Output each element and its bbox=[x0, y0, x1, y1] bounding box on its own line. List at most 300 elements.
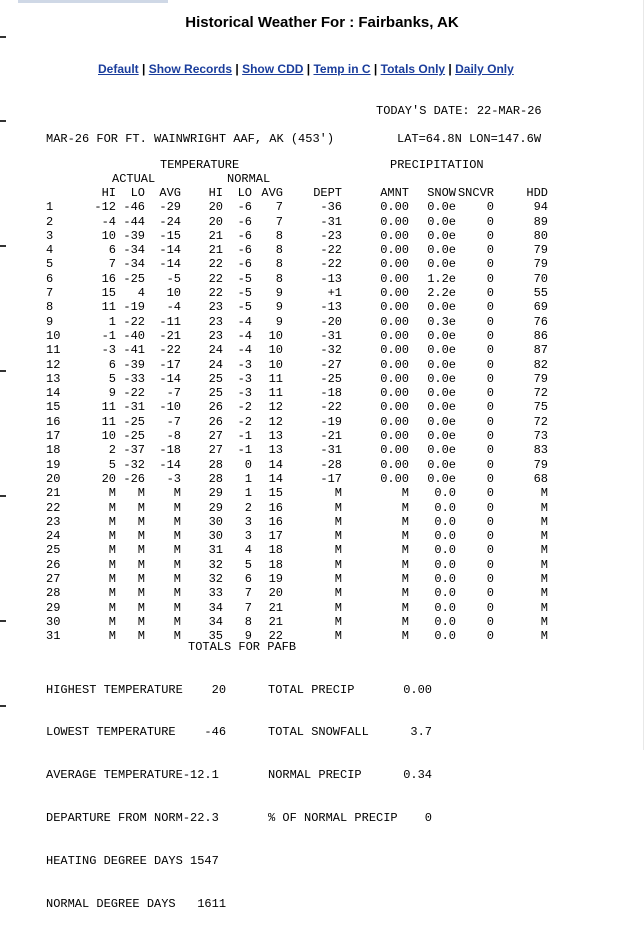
table-row bbox=[46, 200, 548, 214]
cell-precip-amount: M bbox=[401, 557, 409, 572]
cell-actual-hi: M bbox=[108, 614, 116, 629]
cell-normal-avg: 8 bbox=[275, 271, 283, 286]
cell-snow-cover: 0 bbox=[486, 557, 494, 572]
cell-actual-hi: 16 bbox=[101, 271, 116, 286]
cell-actual-avg: -14 bbox=[159, 257, 181, 272]
cell-precip-amount: 0.00 bbox=[380, 200, 409, 215]
cell-actual-lo: -44 bbox=[123, 214, 145, 229]
lat-lon: LAT=64.8N LON=147.6W bbox=[397, 132, 542, 146]
cell-snow: 0.0e bbox=[427, 471, 456, 486]
nav-link-show-records[interactable]: Show Records bbox=[148, 62, 233, 76]
cell-day: 30 bbox=[46, 614, 61, 629]
cell-hdd: 83 bbox=[533, 443, 548, 458]
normal-group-label: NORMAL bbox=[227, 172, 271, 186]
cell-normal-hi: 29 bbox=[208, 486, 223, 501]
cell-hdd: 79 bbox=[533, 457, 548, 472]
cell-snow: 0.0e bbox=[427, 429, 456, 444]
cell-actual-avg: M bbox=[173, 557, 181, 572]
cell-normal-lo: -5 bbox=[237, 271, 252, 286]
cell-day: 16 bbox=[46, 414, 61, 429]
normal-precip-value: 0.34 bbox=[403, 768, 432, 783]
cell-normal-avg: 13 bbox=[268, 429, 283, 444]
todays-date: TODAY'S DATE: 22-MAR-26 bbox=[376, 104, 542, 118]
cell-day: 8 bbox=[46, 300, 54, 315]
cell-day: 12 bbox=[46, 357, 61, 372]
column-header: AVG bbox=[159, 186, 181, 200]
cell-day: 18 bbox=[46, 443, 61, 458]
cell-snow-cover: 0 bbox=[486, 586, 494, 601]
nav-link-daily-only[interactable]: Daily Only bbox=[455, 62, 514, 76]
cell-actual-hi: M bbox=[108, 529, 116, 544]
column-header: LO bbox=[237, 186, 252, 200]
cell-hdd: 94 bbox=[533, 200, 548, 215]
cell-hdd: 73 bbox=[533, 429, 548, 444]
cell-normal-avg: 14 bbox=[268, 457, 283, 472]
cell-actual-lo: M bbox=[137, 486, 145, 501]
cell-departure: -22 bbox=[320, 243, 342, 258]
cell-normal-hi: 23 bbox=[208, 328, 223, 343]
cell-actual-lo: -40 bbox=[123, 328, 145, 343]
cell-precip-amount: 0.00 bbox=[380, 414, 409, 429]
cell-actual-lo: -34 bbox=[123, 257, 145, 272]
cell-snow-cover: 0 bbox=[486, 443, 494, 458]
table-row bbox=[46, 458, 548, 472]
margin-marker bbox=[0, 120, 6, 122]
cell-snow-cover: 0 bbox=[486, 471, 494, 486]
column-header: HDD bbox=[526, 186, 548, 200]
cell-actual-lo: -46 bbox=[123, 200, 145, 215]
cell-hdd: 69 bbox=[533, 300, 548, 315]
cell-snow-cover: 0 bbox=[486, 457, 494, 472]
margin-marker bbox=[0, 705, 6, 707]
cell-normal-hi: 23 bbox=[208, 300, 223, 315]
cell-hdd: 70 bbox=[533, 271, 548, 286]
cell-departure: -13 bbox=[320, 300, 342, 315]
cell-snow: 0.0 bbox=[434, 600, 456, 615]
cell-actual-lo: -25 bbox=[123, 271, 145, 286]
cell-normal-hi: 24 bbox=[208, 357, 223, 372]
cell-normal-hi: 20 bbox=[208, 200, 223, 215]
cell-day: 14 bbox=[46, 386, 61, 401]
table-row bbox=[46, 629, 548, 643]
page-title: Historical Weather For : Fairbanks, AK bbox=[185, 14, 459, 31]
cell-actual-hi: 5 bbox=[108, 457, 116, 472]
cell-normal-hi: 32 bbox=[208, 557, 223, 572]
table-row bbox=[46, 386, 548, 400]
cell-normal-hi: 29 bbox=[208, 500, 223, 515]
cell-actual-lo: M bbox=[137, 500, 145, 515]
cell-actual-lo: -22 bbox=[123, 314, 145, 329]
nav-link-totals-only[interactable]: Totals Only bbox=[380, 62, 446, 76]
cell-normal-avg: 12 bbox=[268, 400, 283, 415]
total-average-temperature: AVERAGE TEMPERATURE-12.1 bbox=[46, 768, 219, 783]
cell-normal-lo: 0 bbox=[244, 457, 252, 472]
cell-normal-hi: 35 bbox=[208, 629, 223, 644]
cell-normal-hi: 34 bbox=[208, 614, 223, 629]
cell-day: 17 bbox=[46, 429, 61, 444]
nav-link-show-cdd[interactable]: Show CDD bbox=[242, 62, 304, 76]
cell-departure: +1 bbox=[327, 286, 342, 301]
cell-departure: -31 bbox=[320, 214, 342, 229]
cell-normal-lo: 1 bbox=[244, 471, 252, 486]
cell-snow-cover: 0 bbox=[486, 514, 494, 529]
actual-group-label: ACTUAL bbox=[112, 172, 156, 186]
totals-title: TOTALS FOR PAFB bbox=[188, 640, 297, 654]
cell-hdd: 72 bbox=[533, 386, 548, 401]
cell-departure: -32 bbox=[320, 343, 342, 358]
column-header: SNOW bbox=[427, 186, 456, 200]
cell-precip-amount: 0.00 bbox=[380, 257, 409, 272]
cell-normal-lo: 9 bbox=[244, 629, 252, 644]
cell-snow: 0.0e bbox=[427, 243, 456, 258]
total-snowfall-label: TOTAL SNOWFALL bbox=[268, 725, 369, 740]
column-header: HI bbox=[208, 186, 223, 200]
normal-precip-label: NORMAL PRECIP bbox=[268, 768, 362, 783]
cell-actual-hi: 11 bbox=[101, 400, 116, 415]
cell-departure: -25 bbox=[320, 371, 342, 386]
cell-normal-lo: -6 bbox=[237, 228, 252, 243]
cell-day: 25 bbox=[46, 543, 61, 558]
cell-hdd: M bbox=[540, 614, 548, 629]
column-header: AVG bbox=[261, 186, 283, 200]
cell-departure: -22 bbox=[320, 257, 342, 272]
cell-hdd: M bbox=[540, 543, 548, 558]
cell-departure: -36 bbox=[320, 200, 342, 215]
margin-marker bbox=[0, 36, 6, 38]
cell-hdd: M bbox=[540, 572, 548, 587]
cell-actual-avg: -24 bbox=[159, 214, 181, 229]
cell-hdd: 87 bbox=[533, 343, 548, 358]
cell-actual-avg: -7 bbox=[166, 414, 181, 429]
cell-normal-hi: 22 bbox=[208, 271, 223, 286]
cell-departure: -19 bbox=[320, 414, 342, 429]
cell-snow: 0.0e bbox=[427, 400, 456, 415]
cell-hdd: 80 bbox=[533, 228, 548, 243]
cell-normal-avg: 22 bbox=[268, 629, 283, 644]
cell-hdd: 75 bbox=[533, 400, 548, 415]
table-row bbox=[46, 472, 548, 486]
cell-hdd: M bbox=[540, 586, 548, 601]
cell-departure: -20 bbox=[320, 314, 342, 329]
cell-normal-lo: -6 bbox=[237, 200, 252, 215]
cell-day: 9 bbox=[46, 314, 54, 329]
cell-precip-amount: 0.00 bbox=[380, 429, 409, 444]
cell-actual-hi: 20 bbox=[101, 471, 116, 486]
cell-actual-lo: M bbox=[137, 600, 145, 615]
column-header: HI bbox=[101, 186, 116, 200]
cell-day: 1 bbox=[46, 200, 54, 215]
cell-normal-lo: -4 bbox=[237, 328, 252, 343]
cell-precip-amount: 0.00 bbox=[380, 300, 409, 315]
cell-normal-hi: 23 bbox=[208, 314, 223, 329]
temperature-group-label: TEMPERATURE bbox=[160, 158, 240, 172]
cell-actual-lo: -39 bbox=[123, 357, 145, 372]
table-row bbox=[46, 400, 548, 414]
cell-actual-lo: M bbox=[137, 586, 145, 601]
cell-normal-lo: 7 bbox=[244, 600, 252, 615]
cell-snow: 0.0e bbox=[427, 457, 456, 472]
cell-actual-hi: 7 bbox=[108, 257, 116, 272]
table-row bbox=[46, 315, 548, 329]
cell-day: 3 bbox=[46, 228, 54, 243]
cell-actual-avg: -15 bbox=[159, 228, 181, 243]
cell-precip-amount: M bbox=[401, 614, 409, 629]
cell-snow-cover: 0 bbox=[486, 600, 494, 615]
cell-hdd: M bbox=[540, 529, 548, 544]
cell-snow: 0.0e bbox=[427, 300, 456, 315]
cell-snow-cover: 0 bbox=[486, 357, 494, 372]
cell-actual-hi: 5 bbox=[108, 371, 116, 386]
cell-actual-lo: M bbox=[137, 572, 145, 587]
cell-day: 7 bbox=[46, 286, 54, 301]
totals-precip-labels bbox=[268, 654, 398, 840]
table-row bbox=[46, 515, 548, 529]
percent-normal-precip-label: % OF NORMAL PRECIP bbox=[268, 811, 398, 826]
cell-actual-hi: -1 bbox=[101, 328, 116, 343]
cell-departure: -31 bbox=[320, 443, 342, 458]
cell-actual-hi: M bbox=[108, 486, 116, 501]
cell-actual-avg: M bbox=[173, 586, 181, 601]
cell-snow: 0.0 bbox=[434, 543, 456, 558]
cell-actual-avg: -11 bbox=[159, 314, 181, 329]
cell-actual-lo: -41 bbox=[123, 343, 145, 358]
cell-normal-lo: -4 bbox=[237, 314, 252, 329]
cell-normal-hi: 30 bbox=[208, 514, 223, 529]
cell-day: 22 bbox=[46, 500, 61, 515]
table-row bbox=[46, 443, 548, 457]
cell-precip-amount: M bbox=[401, 572, 409, 587]
table-row bbox=[46, 586, 548, 600]
total-normal-degree-days: NORMAL DEGREE DAYS 1611 bbox=[46, 897, 227, 912]
table-row bbox=[46, 343, 548, 357]
cell-hdd: 55 bbox=[533, 286, 548, 301]
cell-day: 29 bbox=[46, 600, 61, 615]
cell-actual-avg: -14 bbox=[159, 371, 181, 386]
cell-actual-hi: M bbox=[108, 543, 116, 558]
table-row bbox=[46, 558, 548, 572]
nav-link-temp-in-c[interactable]: Temp in C bbox=[313, 62, 371, 76]
table-row bbox=[46, 415, 548, 429]
table-row bbox=[46, 257, 548, 271]
cell-snow: 0.0e bbox=[427, 328, 456, 343]
cell-day: 2 bbox=[46, 214, 54, 229]
cell-normal-hi: 25 bbox=[208, 371, 223, 386]
cell-hdd: 89 bbox=[533, 214, 548, 229]
cell-actual-lo: M bbox=[137, 629, 145, 644]
cell-day: 24 bbox=[46, 529, 61, 544]
cell-hdd: 68 bbox=[533, 471, 548, 486]
margin-marker bbox=[0, 370, 6, 372]
cell-normal-avg: 9 bbox=[275, 286, 283, 301]
cell-normal-avg: 7 bbox=[275, 200, 283, 215]
cell-snow-cover: 0 bbox=[486, 328, 494, 343]
cell-snow: 0.0 bbox=[434, 529, 456, 544]
cell-snow: 0.0 bbox=[434, 572, 456, 587]
cell-normal-avg: 8 bbox=[275, 243, 283, 258]
cell-precip-amount: 0.00 bbox=[380, 386, 409, 401]
cell-normal-lo: 7 bbox=[244, 586, 252, 601]
table-row bbox=[46, 429, 548, 443]
cell-precip-amount: 0.00 bbox=[380, 228, 409, 243]
cell-actual-hi: M bbox=[108, 500, 116, 515]
cell-snow: 0.0e bbox=[427, 386, 456, 401]
cell-snow-cover: 0 bbox=[486, 543, 494, 558]
cell-snow: 1.2e bbox=[427, 271, 456, 286]
cell-actual-lo: -22 bbox=[123, 386, 145, 401]
cell-departure: M bbox=[334, 614, 342, 629]
cell-actual-lo: M bbox=[137, 557, 145, 572]
cell-hdd: 76 bbox=[533, 314, 548, 329]
cell-precip-amount: 0.00 bbox=[380, 243, 409, 258]
cell-actual-avg: 10 bbox=[166, 286, 181, 301]
table-row bbox=[46, 229, 548, 243]
cell-normal-hi: 26 bbox=[208, 400, 223, 415]
table-row bbox=[46, 572, 548, 586]
cell-normal-hi: 32 bbox=[208, 572, 223, 587]
cell-day: 27 bbox=[46, 572, 61, 587]
cell-hdd: M bbox=[540, 600, 548, 615]
table-row bbox=[46, 372, 548, 386]
cell-actual-hi: 15 bbox=[101, 286, 116, 301]
cell-snow: 0.3e bbox=[427, 314, 456, 329]
cell-actual-lo: -26 bbox=[123, 471, 145, 486]
cell-snow-cover: 0 bbox=[486, 629, 494, 644]
cell-snow-cover: 0 bbox=[486, 257, 494, 272]
cell-day: 31 bbox=[46, 629, 61, 644]
cell-hdd: M bbox=[540, 557, 548, 572]
cell-normal-hi: 33 bbox=[208, 586, 223, 601]
cell-normal-avg: 10 bbox=[268, 357, 283, 372]
cell-snow-cover: 0 bbox=[486, 371, 494, 386]
cell-precip-amount: 0.00 bbox=[380, 457, 409, 472]
cell-actual-hi: 6 bbox=[108, 243, 116, 258]
cell-normal-avg: 10 bbox=[268, 343, 283, 358]
cell-actual-hi: -12 bbox=[94, 200, 116, 215]
cell-departure: -28 bbox=[320, 457, 342, 472]
margin-marker bbox=[0, 620, 6, 622]
cell-normal-hi: 24 bbox=[208, 343, 223, 358]
cell-normal-avg: 8 bbox=[275, 228, 283, 243]
cell-actual-avg: M bbox=[173, 572, 181, 587]
cell-normal-lo: 8 bbox=[244, 614, 252, 629]
cell-departure: M bbox=[334, 600, 342, 615]
cell-actual-lo: M bbox=[137, 614, 145, 629]
cell-normal-lo: 2 bbox=[244, 500, 252, 515]
cell-snow-cover: 0 bbox=[486, 343, 494, 358]
cell-normal-hi: 26 bbox=[208, 414, 223, 429]
cell-departure: M bbox=[334, 486, 342, 501]
cell-snow: 2.2e bbox=[427, 286, 456, 301]
cell-actual-avg: M bbox=[173, 629, 181, 644]
cell-normal-hi: 21 bbox=[208, 243, 223, 258]
cell-actual-avg: -22 bbox=[159, 343, 181, 358]
cell-departure: M bbox=[334, 500, 342, 515]
table-row bbox=[46, 243, 548, 257]
cell-snow-cover: 0 bbox=[486, 486, 494, 501]
cell-actual-lo: -34 bbox=[123, 243, 145, 258]
cell-normal-lo: -1 bbox=[237, 443, 252, 458]
cell-normal-lo: -3 bbox=[237, 371, 252, 386]
cell-precip-amount: 0.00 bbox=[380, 443, 409, 458]
cell-normal-avg: 19 bbox=[268, 572, 283, 587]
cell-snow: 0.0e bbox=[427, 257, 456, 272]
cell-snow-cover: 0 bbox=[486, 271, 494, 286]
cell-normal-avg: 15 bbox=[268, 486, 283, 501]
cell-snow: 0.0e bbox=[427, 371, 456, 386]
cell-snow-cover: 0 bbox=[486, 572, 494, 587]
cell-normal-avg: 8 bbox=[275, 257, 283, 272]
cell-actual-avg: -3 bbox=[166, 471, 181, 486]
cell-departure: M bbox=[334, 629, 342, 644]
cell-snow-cover: 0 bbox=[486, 314, 494, 329]
table-row bbox=[46, 501, 548, 515]
totals-precip-values bbox=[398, 654, 432, 840]
column-header bbox=[46, 186, 74, 200]
cell-actual-hi: -4 bbox=[101, 214, 116, 229]
cell-normal-hi: 30 bbox=[208, 529, 223, 544]
cell-day: 11 bbox=[46, 343, 61, 358]
cell-normal-lo: 4 bbox=[244, 543, 252, 558]
column-header: SNCVR bbox=[457, 186, 494, 200]
cell-snow: 0.0e bbox=[427, 214, 456, 229]
cell-snow-cover: 0 bbox=[486, 214, 494, 229]
cell-normal-avg: 18 bbox=[268, 543, 283, 558]
cell-snow: 0.0 bbox=[434, 500, 456, 515]
cell-actual-avg: M bbox=[173, 514, 181, 529]
total-highest-temperature: HIGHEST TEMPERATURE 20 bbox=[46, 682, 227, 697]
cell-hdd: 79 bbox=[533, 243, 548, 258]
nav-link-default[interactable]: Default bbox=[98, 62, 139, 76]
cell-departure: M bbox=[334, 557, 342, 572]
table-row bbox=[46, 601, 548, 615]
cell-normal-avg: 16 bbox=[268, 514, 283, 529]
cell-snow-cover: 0 bbox=[486, 414, 494, 429]
cell-snow-cover: 0 bbox=[486, 286, 494, 301]
cell-snow: 0.0 bbox=[434, 614, 456, 629]
table-row bbox=[46, 543, 548, 557]
cell-normal-lo: 3 bbox=[244, 514, 252, 529]
cell-normal-avg: 14 bbox=[268, 471, 283, 486]
cell-normal-lo: -5 bbox=[237, 300, 252, 315]
cell-hdd: M bbox=[540, 629, 548, 644]
cell-hdd: 72 bbox=[533, 414, 548, 429]
cell-precip-amount: 0.00 bbox=[380, 371, 409, 386]
cell-hdd: M bbox=[540, 486, 548, 501]
cell-precip-amount: M bbox=[401, 514, 409, 529]
cell-departure: -18 bbox=[320, 386, 342, 401]
total-departure-from-normal: DEPARTURE FROM NORM-22.3 bbox=[46, 811, 219, 826]
cell-actual-hi: M bbox=[108, 514, 116, 529]
cell-actual-hi: 2 bbox=[108, 443, 116, 458]
cell-actual-avg: -29 bbox=[159, 200, 181, 215]
cell-actual-avg: M bbox=[173, 500, 181, 515]
cell-actual-lo: M bbox=[137, 514, 145, 529]
cell-snow-cover: 0 bbox=[486, 429, 494, 444]
percent-normal-precip-value: 0 bbox=[424, 811, 432, 826]
cell-hdd: M bbox=[540, 514, 548, 529]
cell-actual-avg: M bbox=[173, 529, 181, 544]
cell-snow: 0.0 bbox=[434, 486, 456, 501]
cell-normal-hi: 21 bbox=[208, 228, 223, 243]
cell-normal-lo: -3 bbox=[237, 386, 252, 401]
cell-snow: 0.0 bbox=[434, 514, 456, 529]
cell-snow: 0.0e bbox=[427, 343, 456, 358]
cell-snow-cover: 0 bbox=[486, 386, 494, 401]
cell-departure: -23 bbox=[320, 228, 342, 243]
header-banner-fragment bbox=[18, 0, 168, 3]
cell-actual-hi: M bbox=[108, 557, 116, 572]
cell-precip-amount: 0.00 bbox=[380, 357, 409, 372]
